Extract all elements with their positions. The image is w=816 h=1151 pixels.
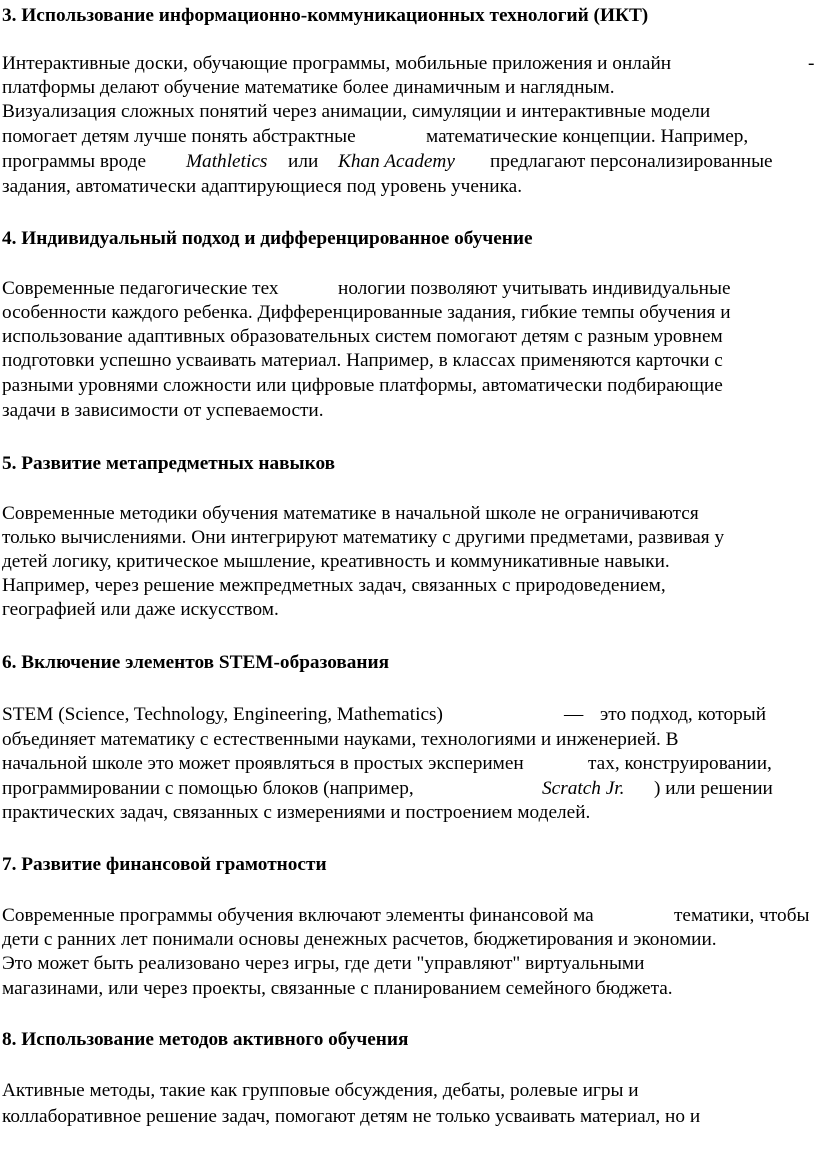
text-segment: Современные программы обучения включают элементы финансовой ма — [2, 905, 594, 926]
text-segment: Scratch Jr. — [542, 778, 625, 799]
section-3-line-1 — [2, 52, 815, 76]
text-segment: тематики, чтобы — [674, 905, 810, 926]
section-8-line-2: коллаборативное решение задач, помогают детям не только усваивать материал, но и — [2, 1106, 701, 1127]
text-segment: математические концепции. Например, — [426, 126, 749, 147]
section-7-line-2: дети с ранних лет понимали основы денежных расчетов, бюджетирования и экономии. — [2, 929, 717, 950]
section-6-line-1 — [2, 703, 767, 727]
section-4-line-3: использование адаптивных образовательных систем помогают детям с разным уровнем — [2, 326, 723, 347]
section-8-line-1: Активные методы, такие как групповые обсуждения, дебаты, ролевые игры и — [2, 1080, 639, 1101]
section-7-line-1 — [2, 904, 810, 928]
text-segment: Mathletics — [186, 151, 268, 172]
text-segment: это подход, который — [600, 704, 767, 725]
text-segment: предлагают персонализированные — [490, 151, 773, 172]
section-3-line-6: задания, автоматически адаптирующиеся под уровень ученика. — [2, 176, 523, 197]
section-7-line-3: Это может быть реализовано через игры, где дети "управляют" виртуальными — [2, 953, 645, 974]
section-5-line-1: Современные методики обучения математике в начальной школе не ограничиваются — [2, 503, 699, 524]
section-8-heading: 8. Использование методов активного обучения — [2, 1029, 409, 1050]
section-4-line-2: особенности каждого ребенка. Дифференцированные задания, гибкие темпы обучения и — [2, 302, 731, 323]
section-4-heading: 4. Индивидуальный подход и дифференцированное обучение — [2, 228, 533, 249]
section-5-line-4: Например, через решение межпредметных задач, связанных с природоведением, — [2, 575, 666, 596]
section-6-line-5: практических задач, связанных с измерениями и построением моделей. — [2, 802, 591, 823]
section-3-line-5 — [2, 150, 773, 174]
section-4-line-4: подготовки успешно усваивать материал. Например, в классах применяются карточки с — [2, 350, 723, 371]
section-6-line-2: объединяет математику с естественными науками, технологиями и инженерией. В — [2, 729, 679, 750]
section-5-line-2: только вычислениями. Они интегрируют математику с другими предметами, развивая у — [2, 527, 725, 548]
section-3-heading: 3. Использование информационно-коммуникационных технологий (ИКТ) — [2, 5, 649, 26]
text-segment: программы вроде — [2, 151, 147, 172]
section-6-heading: 6. Включение элементов STEM-образования — [2, 652, 390, 673]
text-segment: - — [808, 53, 815, 74]
section-7-line-4: магазинами, или через проекты, связанные с планированием семейного бюджета. — [2, 978, 673, 999]
section-5-heading: 5. Развитие метапредметных навыков — [2, 453, 336, 474]
section-4-line-6: задачи в зависимости от успеваемости. — [2, 400, 324, 421]
text-segment: тах, конструировании, — [588, 753, 772, 774]
section-4-line-5: разными уровнями сложности или цифровые платформы, автоматически подбирающие — [2, 375, 723, 396]
section-7-heading: 7. Развитие финансовой грамотности — [2, 854, 327, 875]
text-segment: нологии позволяют учитывать индивидуальные — [338, 278, 731, 299]
section-4-line-1 — [2, 277, 731, 301]
section-5-line-5: географией или даже искусством. — [2, 599, 279, 620]
section-3-line-4 — [2, 125, 749, 149]
section-3-line-2: платформы делают обучение математике более динамичным и наглядным. — [2, 77, 615, 98]
text-segment: STEM (Science, Technology, Engineering, Mathematics) — [2, 704, 443, 725]
text-segment: Современные педагогические тех — [2, 278, 279, 299]
text-segment: Khan Academy — [338, 151, 455, 172]
section-5-line-3: детей логику, критическое мышление, креативность и коммуникативные навыки. — [2, 551, 670, 572]
text-segment: Интерактивные доски, обучающие программы, мобильные приложения и онлайн — [2, 53, 672, 74]
section-6-line-3 — [2, 752, 772, 776]
section-6-line-4 — [2, 777, 773, 801]
text-segment: программировании с помощью блоков (например, — [2, 778, 414, 799]
text-segment: начальной школе это может проявляться в простых эксперимен — [2, 753, 524, 774]
section-3-line-3: Визуализация сложных понятий через анимации, симуляции и интерактивные модели — [2, 101, 711, 122]
text-segment: ) или решении — [654, 778, 773, 799]
text-segment: помогает детям лучше понять абстрактные — [2, 126, 356, 147]
text-segment: или — [288, 151, 319, 172]
text-segment: — — [564, 704, 584, 725]
